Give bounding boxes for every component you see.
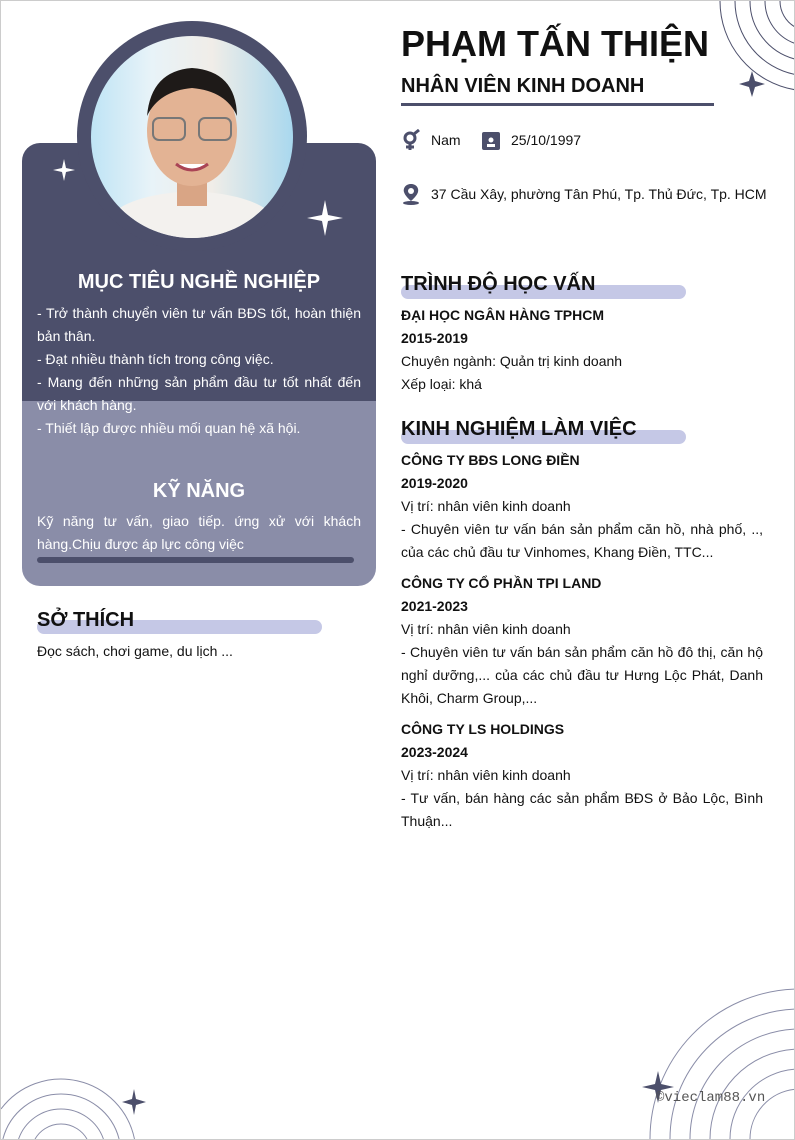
decor-rings-bottom-icon [640, 959, 795, 1139]
education-title: TRÌNH ĐỘ HỌC VẤN [401, 273, 596, 295]
experience-title: KINH NGHIỆM LÀM VIỆC [401, 418, 637, 440]
job-description: - Chuyên viên tư vấn bán sản phẩm căn hồ, nhà phố, .., của các chủ đầu tư Vinhomes, Khang Điền, TTC... [401, 521, 763, 560]
job-years: 2021-2023 [401, 598, 468, 614]
calendar-icon [481, 129, 501, 151]
gender-field [401, 129, 461, 151]
skills-text: Kỹ năng tư vấn, giao tiếp. ứng xử với khách hàng.Chịu được áp lực công việc [37, 513, 361, 552]
hobbies-text: Đọc sách, chơi game, du lịch ... [37, 643, 233, 659]
candidate-name: PHẠM TẤN THIỆN [401, 23, 709, 64]
header-divider [401, 103, 714, 106]
objective-title: MỤC TIÊU NGHỀ NGHIỆP [77, 271, 321, 293]
job-years: 2023-2024 [401, 744, 468, 760]
job-entry [401, 449, 763, 564]
decor-rings-left-icon [1, 1059, 161, 1139]
job-role: Vị trí: nhân viên kinh doanh [401, 621, 571, 637]
sparkle-icon [53, 159, 75, 181]
sparkle-icon [307, 200, 343, 236]
location-pin-icon [401, 183, 421, 205]
job-role: Vị trí: nhân viên kinh doanh [401, 767, 571, 783]
school-name: ĐẠI HỌC NGÂN HÀNG TPHCM [401, 307, 604, 323]
job-entry [401, 718, 763, 833]
objective-item: - Trở thành chuyển viên tư vấn BĐS tốt, hoàn thiện bản thân. [37, 305, 361, 344]
job-role: Vị trí: nhân viên kinh doanh [401, 498, 571, 514]
hobbies-title: SỞ THÍCH [37, 609, 135, 631]
birthdate-field [481, 129, 581, 151]
education-years: 2015-2019 [401, 330, 468, 346]
address-value: 37 Cầu Xây, phường Tân Phú, Tp. Thủ Đức, Tp. HCM [431, 186, 767, 202]
objective-item: - Thiết lập được nhiều mối quan hệ xã hội. [37, 420, 301, 436]
job-company: CÔNG TY BĐS LONG ĐIỀN [401, 452, 580, 468]
gender-icon [401, 129, 421, 151]
experience-list [401, 449, 763, 833]
gender-value: Nam [431, 132, 461, 148]
job-position: NHÂN VIÊN KINH DOANH [401, 75, 645, 97]
job-description: - Chuyên viên tư vấn bán sản phẩm căn hồ đô thị, căn hộ nghỉ dưỡng,... của các chủ đầu tư Hưng Lộc Phát, Danh Khôi, Charm Group,... [401, 644, 763, 706]
watermark: ©vieclam88.vn [656, 1090, 766, 1106]
job-description: - Tư vấn, bán hàng các sản phẩm BĐS ở Bảo Lộc, Bình Thuận... [401, 790, 763, 829]
decor-rings-top-icon [700, 1, 795, 111]
skill-level-bar [37, 557, 354, 563]
objective-item: - Mang đến những sản phẩm đầu tư tốt nhất đến với khách hàng. [37, 374, 361, 413]
education-entry [401, 304, 763, 396]
job-company: CÔNG TY CỔ PHẦN TPI LAND [401, 575, 602, 591]
job-entry [401, 572, 763, 710]
objective-list [37, 302, 361, 440]
education-grade: Xếp loại: khá [401, 376, 482, 392]
avatar-photo [91, 36, 293, 238]
address-field [401, 183, 767, 205]
education-major: Chuyên ngành: Quản trị kinh doanh [401, 353, 623, 369]
job-company: CÔNG TY LS HOLDINGS [401, 721, 565, 737]
job-years: 2019-2020 [401, 475, 468, 491]
skills-title: KỸ NĂNG [152, 480, 246, 502]
birthdate-value: 25/10/1997 [511, 132, 582, 148]
person-icon [91, 36, 293, 238]
objective-item: - Đạt nhiều thành tích trong công việc. [37, 351, 274, 367]
